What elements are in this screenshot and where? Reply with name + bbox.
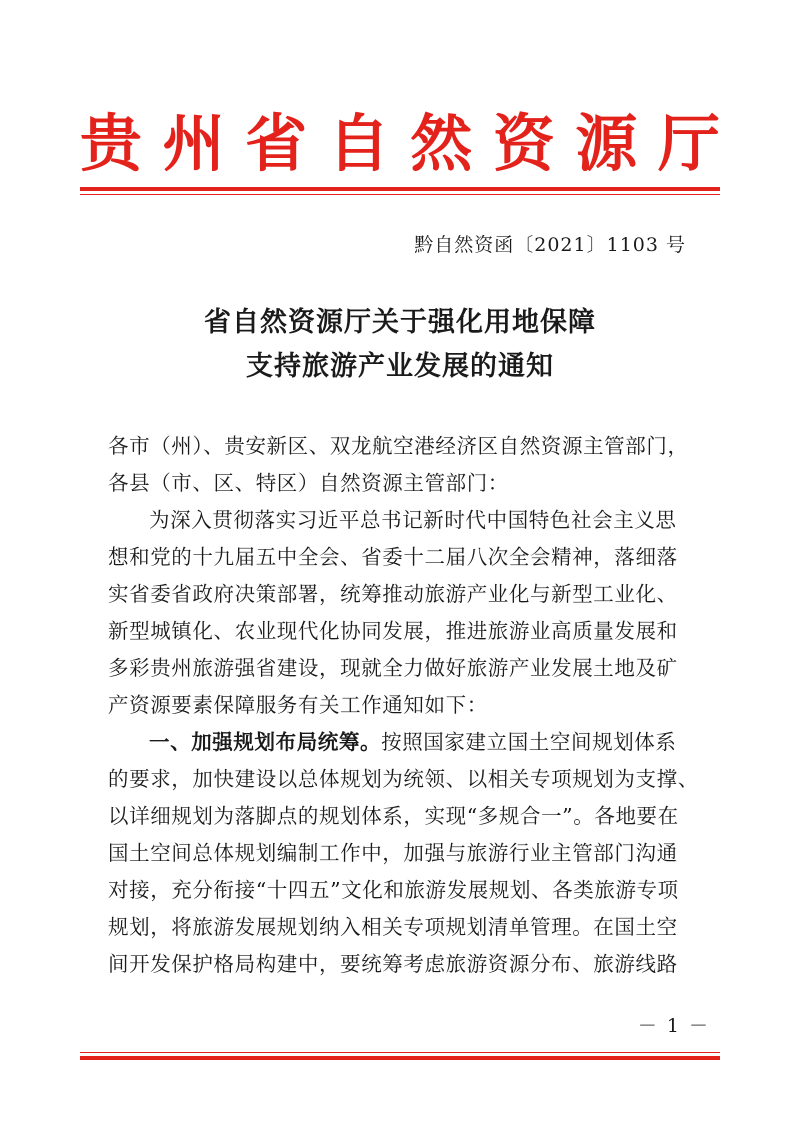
- document-title-line: 支持旅游产业发展的通知: [246, 351, 554, 382]
- header-char: 然: [410, 107, 473, 180]
- addressee-line: 各县（市、区、特区）自然资源主管部门：: [108, 471, 509, 495]
- paragraph-line: 多彩贵州旅游强省建设，现就全力做好旅游产业发展土地及矿: [108, 656, 678, 680]
- page-number: － 1 －: [637, 1015, 710, 1037]
- footer-divider-thin: [80, 1052, 720, 1053]
- paragraph-line: 实省委省政府决策部署，统筹推动旅游产业化与新型工业化、: [108, 582, 678, 606]
- document-body: [108, 428, 698, 983]
- header-char: 厅: [657, 107, 720, 180]
- header-char: 自: [327, 107, 390, 180]
- issuing-authority-header: [80, 106, 720, 182]
- header-char: 源: [575, 107, 638, 180]
- document-title-line: 省自然资源厅关于强化用地保障: [204, 307, 596, 338]
- footer-divider-thick: [80, 1056, 720, 1060]
- header-char: 省: [245, 107, 308, 180]
- paragraph-line: 的要求，加快建设以总体规划为统领、以相关专项规划为支撑、: [108, 767, 699, 791]
- header-divider-thin: [80, 194, 720, 195]
- header-char: 贵: [80, 107, 143, 180]
- paragraph-line: 以详细规划为落脚点的规划体系，实现“多规合一”。各地要在: [108, 804, 679, 828]
- paragraph-line: 对接，充分衔接“十四五”文化和旅游发展规划、各类旅游专项: [108, 878, 679, 902]
- addressee-line: 各市（州）、贵安新区、双龙航空港经济区自然资源主管部门，: [108, 434, 689, 458]
- paragraph-line: 想和党的十九届五中全会、省委十二届八次全会精神，落细落: [108, 545, 678, 569]
- section-heading: 一、加强规划布局统筹。: [149, 730, 382, 754]
- section-first-line: [108, 724, 698, 761]
- document-title: [80, 301, 720, 389]
- paragraph-line: 新型城镇化、农业现代化协同发展，推进旅游业高质量发展和: [108, 619, 678, 643]
- header-divider-thick: [80, 187, 720, 191]
- paragraph-line: 产资源要素保障服务有关工作通知如下：: [108, 693, 488, 717]
- header-char: 州: [162, 107, 225, 180]
- header-char: 资: [492, 107, 555, 180]
- paragraph-line: 国土空间总体规划编制工作中，加强与旅游行业主管部门沟通: [108, 841, 678, 865]
- paragraph-line: 为深入贯彻落实习近平总书记新时代中国特色社会主义思: [149, 508, 677, 532]
- paragraph-line: 规划，将旅游发展规划纳入相关专项规划清单管理。在国土空: [108, 915, 678, 939]
- section-text: 按照国家建立国土空间规划体系: [381, 730, 677, 754]
- paragraph-line: 间开发保护格局构建中，要统筹考虑旅游资源分布、旅游线路: [108, 952, 678, 976]
- document-number: 黔自然资函〔2021〕1103 号: [414, 234, 686, 256]
